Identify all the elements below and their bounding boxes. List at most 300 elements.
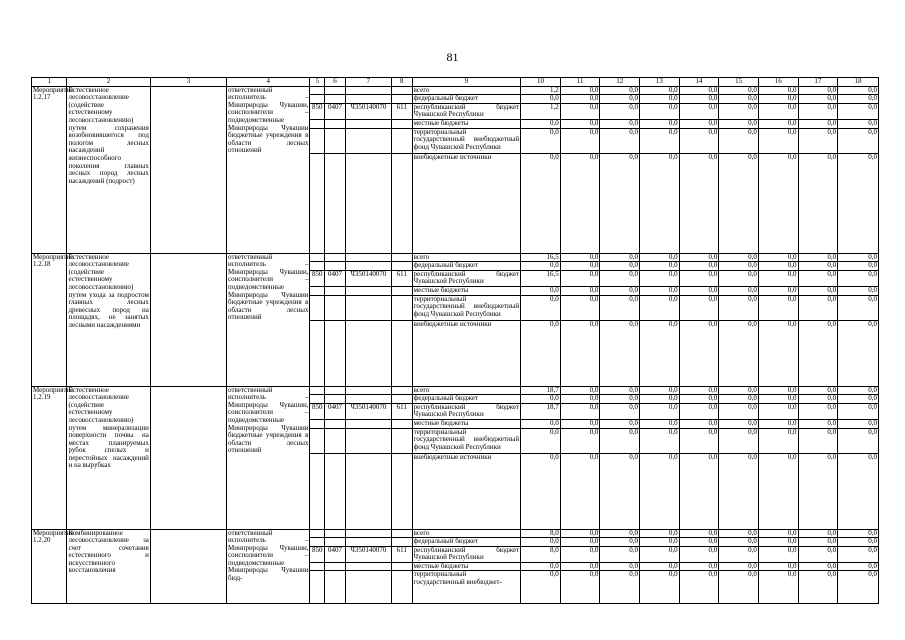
funding-value: 0,0 (838, 262, 879, 271)
funding-value: 0,0 (838, 386, 879, 395)
column-number: 16 (758, 78, 798, 87)
funding-value: 0,0 (640, 320, 680, 386)
funding-value: 0,0 (521, 453, 561, 529)
funding-value: 0,0 (798, 86, 838, 95)
funding-source: республиканский бюджет Чувашской Республики (413, 402, 520, 419)
vr-code: 611 (391, 270, 412, 286)
empty-cell (391, 253, 412, 262)
funding-value: 0,0 (640, 128, 680, 153)
funding-value: 0,0 (640, 562, 680, 571)
funding-value: 0,0 (838, 320, 879, 386)
funding-value: 18,7 (521, 386, 561, 395)
funding-value: 0,0 (560, 86, 600, 95)
funding-value: 0,0 (640, 453, 680, 529)
funding-value: 0,0 (798, 529, 838, 538)
empty-cell (325, 286, 346, 295)
funding-value: 0,0 (600, 295, 640, 320)
funding-source: всего (412, 253, 520, 262)
funding-value: 0,0 (679, 546, 719, 562)
empty-cell (310, 529, 325, 538)
empty-cell (310, 295, 325, 320)
funding-value: 0,0 (758, 562, 798, 571)
funding-source: территориальный государственный внебюджетный фонд Чувашской Республики (412, 428, 520, 453)
funding-value: 0,0 (560, 403, 600, 419)
empty-cell (345, 453, 391, 529)
funding-value: 0,0 (798, 386, 838, 395)
empty-cell (345, 386, 391, 395)
column-number: 14 (679, 78, 719, 87)
column-number: 4 (227, 78, 310, 87)
funding-value: 16,5 (521, 253, 561, 262)
funding-value: 0,0 (521, 571, 561, 604)
funding-value: 0,0 (640, 86, 680, 95)
empty-cell (345, 538, 391, 547)
empty-cell (325, 262, 346, 271)
funding-value: 0,0 (521, 286, 561, 295)
funding-value: 0,0 (719, 153, 759, 253)
vr-code: 611 (391, 403, 412, 419)
column-number: 10 (521, 78, 561, 87)
csr-code: Ч350140070 (345, 403, 391, 419)
funding-value: 0,0 (838, 295, 879, 320)
funding-value: 0,0 (600, 103, 640, 119)
empty-cell (345, 86, 391, 95)
funding-value: 0,0 (798, 538, 838, 547)
empty-cell (391, 453, 412, 529)
funding-value: 0,0 (758, 270, 798, 286)
funding-value: 0,0 (758, 286, 798, 295)
grbs-code: 850 (310, 270, 325, 286)
funding-value: 0,0 (560, 562, 600, 571)
empty-cell (345, 153, 391, 253)
empty-cell (310, 119, 325, 128)
empty-cell (325, 253, 346, 262)
funding-value: 0,0 (798, 546, 838, 562)
funding-value: 0,0 (719, 253, 759, 262)
funding-value: 0,0 (679, 403, 719, 419)
empty-cell (345, 428, 391, 453)
measure-executor: ответственный исполнитель – Минприроды Чувашии, соисполнители – подведомственные Минприроды Чувашии бюд- (227, 529, 310, 604)
funding-value: 0,0 (838, 562, 879, 571)
funding-value: 0,0 (838, 403, 879, 419)
empty-cell (345, 562, 391, 571)
funding-value: 0,0 (758, 403, 798, 419)
funding-value: 0,0 (600, 262, 640, 271)
funding-value: 0,0 (640, 119, 680, 128)
funding-value: 1,2 (521, 86, 561, 95)
empty-cell (391, 562, 412, 571)
funding-value: 0,0 (560, 95, 600, 104)
funding-value: 0,0 (719, 538, 759, 547)
funding-value: 0,0 (679, 153, 719, 253)
empty-cell (345, 419, 391, 428)
empty-cell (345, 95, 391, 104)
funding-source: местные бюджеты (412, 286, 520, 295)
empty-cell (325, 153, 346, 253)
empty-cell (391, 119, 412, 128)
empty-cell (391, 386, 412, 395)
funding-value: 0,0 (758, 295, 798, 320)
empty-cell (345, 571, 391, 604)
funding-value: 0,0 (640, 270, 680, 286)
funding-source: всего (412, 386, 520, 395)
funding-value: 0,0 (719, 529, 759, 538)
column-number: 6 (325, 78, 346, 87)
funding-value: 0,0 (758, 86, 798, 95)
funding-value: 0,0 (600, 571, 640, 604)
funding-value: 0,0 (600, 562, 640, 571)
funding-value: 0,0 (600, 320, 640, 386)
funding-value: 0,0 (640, 95, 680, 104)
funding-value: 0,0 (640, 395, 680, 404)
empty-cell (325, 295, 346, 320)
funding-value: 0,0 (521, 95, 561, 104)
funding-value: 0,0 (560, 286, 600, 295)
funding-value: 0,0 (640, 419, 680, 428)
funding-value: 0,0 (600, 395, 640, 404)
funding-value: 0,0 (521, 538, 561, 547)
column-number: 17 (798, 78, 838, 87)
funding-value: 0,0 (679, 103, 719, 119)
column-number: 3 (150, 78, 226, 87)
funding-value: 0,0 (838, 153, 879, 253)
funding-value: 0,0 (758, 253, 798, 262)
rz-code: 0407 (325, 270, 346, 286)
funding-value: 0,0 (719, 103, 759, 119)
funding-value: 0,0 (758, 453, 798, 529)
empty-cell (310, 571, 325, 604)
empty-cell (310, 286, 325, 295)
funding-value: 0,0 (600, 546, 640, 562)
funding-value: 0,0 (758, 529, 798, 538)
empty-cell (325, 571, 346, 604)
funding-value: 0,0 (719, 562, 759, 571)
funding-value: 0,0 (719, 571, 759, 604)
empty-cell (345, 253, 391, 262)
empty-cell (325, 538, 346, 547)
funding-value: 0,0 (600, 128, 640, 153)
empty-cell (310, 538, 325, 547)
funding-value: 0,0 (838, 419, 879, 428)
vr-code: 611 (391, 103, 412, 119)
funding-value: 0,0 (600, 453, 640, 529)
funding-value: 0,0 (640, 428, 680, 453)
measure-executor: ответственный исполнитель – Минприроды Чувашии, соисполнители – подведомственные Минприроды Чувашии бюджетные учреждения в области лесных отношений (227, 86, 310, 253)
empty-cell (325, 428, 346, 453)
funding-value: 0,0 (719, 262, 759, 271)
funding-value: 0,0 (521, 128, 561, 153)
funding-value: 0,0 (560, 538, 600, 547)
empty-cell (345, 295, 391, 320)
funding-value: 0,0 (600, 286, 640, 295)
funding-value: 0,0 (838, 286, 879, 295)
funding-value: 0,0 (758, 103, 798, 119)
empty-cell (325, 395, 346, 404)
funding-value: 0,0 (679, 253, 719, 262)
column-number: 2 (67, 78, 150, 87)
funding-source: федеральный бюджет (412, 395, 520, 404)
grbs-code: 850 (310, 546, 325, 562)
funding-source: республиканский бюджет Чувашской Республики (413, 545, 520, 562)
funding-value: 0,0 (679, 538, 719, 547)
column-number: 12 (600, 78, 640, 87)
funding-value: 0,0 (640, 153, 680, 253)
funding-value: 0,0 (600, 529, 640, 538)
funding-value: 0,0 (838, 103, 879, 119)
empty-cell (310, 428, 325, 453)
funding-source: внебюджетные источники (412, 453, 520, 529)
funding-value: 0,0 (758, 546, 798, 562)
measure-executor: ответственный исполнитель – Минприроды Чувашии, соисполнители – подведомственные Минприроды Чувашии бюджетные учреждения в области лесных отношений (227, 253, 310, 386)
funding-value: 0,0 (679, 270, 719, 286)
funding-value: 0,0 (679, 571, 719, 604)
empty-cell (391, 571, 412, 604)
empty-cell (150, 86, 226, 253)
funding-value: 0,0 (521, 119, 561, 128)
funding-value: 0,0 (679, 419, 719, 428)
funding-value: 0,0 (600, 270, 640, 286)
funding-value: 0,0 (838, 119, 879, 128)
funding-source: республиканский бюджет Чувашской Республики (413, 269, 520, 286)
funding-value: 0,0 (838, 86, 879, 95)
funding-value: 0,0 (640, 529, 680, 538)
empty-cell (391, 428, 412, 453)
funding-source: федеральный бюджет (412, 538, 520, 547)
funding-value: 0,0 (679, 320, 719, 386)
funding-value: 0,0 (758, 95, 798, 104)
funding-value: 0,0 (838, 428, 879, 453)
empty-cell (310, 262, 325, 271)
funding-value: 0,0 (758, 395, 798, 404)
funding-value: 0,0 (719, 86, 759, 95)
csr-code: Ч350140070 (345, 270, 391, 286)
funding-value: 0,0 (719, 295, 759, 320)
empty-cell (391, 286, 412, 295)
funding-value: 0,0 (719, 119, 759, 128)
funding-value: 0,0 (719, 270, 759, 286)
funding-value: 0,0 (798, 562, 838, 571)
funding-source: территориальный государственный внебюджетный фонд Чувашской Республики (412, 295, 520, 320)
funding-value: 0,0 (600, 95, 640, 104)
funding-value: 0,0 (600, 153, 640, 253)
funding-value: 0,0 (758, 538, 798, 547)
funding-value: 0,0 (679, 128, 719, 153)
grbs-code: 850 (310, 403, 325, 419)
empty-cell (345, 128, 391, 153)
funding-value: 0,0 (838, 253, 879, 262)
funding-value: 0,0 (560, 153, 600, 253)
funding-value: 0,0 (560, 395, 600, 404)
funding-value: 0,0 (758, 428, 798, 453)
funding-value: 0,0 (600, 86, 640, 95)
funding-value: 0,0 (679, 295, 719, 320)
funding-value: 0,0 (719, 95, 759, 104)
funding-value: 0,0 (640, 286, 680, 295)
funding-value: 0,0 (600, 538, 640, 547)
empty-cell (391, 295, 412, 320)
empty-cell (391, 262, 412, 271)
funding-value: 0,0 (521, 320, 561, 386)
funding-value: 0,0 (521, 562, 561, 571)
funding-value: 0,0 (758, 320, 798, 386)
funding-source: всего (412, 86, 520, 95)
funding-value: 0,0 (600, 386, 640, 395)
funding-value: 0,0 (640, 386, 680, 395)
funding-source: территориальный государственный внебюджет- (412, 571, 520, 604)
funding-value: 0,0 (758, 153, 798, 253)
funding-value: 0,0 (521, 428, 561, 453)
empty-cell (325, 95, 346, 104)
column-number: 9 (412, 78, 520, 87)
rz-code: 0407 (325, 103, 346, 119)
empty-cell (310, 453, 325, 529)
page-number: 81 (446, 50, 459, 64)
funding-value: 0,0 (560, 320, 600, 386)
measure-name: Естественное лесовосстановление (содействие естественному лесовосстановлению) путем ухода за подростом главных лесных древесных пород на площадях, не занятых лесными насаждениями (67, 253, 150, 386)
funding-value: 0,0 (719, 286, 759, 295)
empty-cell (310, 395, 325, 404)
funding-source: территориальный государственный внебюджетный фонд Чувашской Республики (412, 128, 520, 153)
funding-value: 0,0 (600, 419, 640, 428)
funding-value: 0,0 (838, 453, 879, 529)
funding-value: 0,0 (600, 403, 640, 419)
funding-value: 0,0 (640, 538, 680, 547)
funding-value: 0,0 (679, 95, 719, 104)
funding-value: 0,0 (838, 546, 879, 562)
empty-cell (325, 453, 346, 529)
funding-value: 0,0 (758, 262, 798, 271)
empty-cell (345, 262, 391, 271)
funding-value: 0,0 (798, 103, 838, 119)
funding-value: 0,0 (521, 419, 561, 428)
measure-name: Комбинированное лесовосстановление за счет сочетания естественного и искусственного восстановления (67, 529, 150, 604)
funding-value: 0,0 (679, 286, 719, 295)
funding-value: 0,0 (521, 295, 561, 320)
funding-value: 16,5 (521, 270, 561, 286)
empty-cell (391, 395, 412, 404)
funding-value: 0,0 (640, 546, 680, 562)
empty-cell (310, 386, 325, 395)
empty-cell (345, 395, 391, 404)
funding-value: 0,0 (640, 403, 680, 419)
funding-source: федеральный бюджет (412, 95, 520, 104)
grbs-code: 850 (310, 103, 325, 119)
funding-value: 18,7 (521, 403, 561, 419)
funding-value: 8,0 (521, 529, 561, 538)
empty-cell (391, 86, 412, 95)
funding-value: 0,0 (679, 529, 719, 538)
empty-cell (325, 562, 346, 571)
measure-name: Естественное лесовосстановление (содействие естественному лесовосстановлению) путем сохранения возобновившегося под пологом лесных насаждений жизнеспособного поколения главных лесных пород лесных насаждений (подрост) (67, 86, 150, 253)
funding-value: 0,0 (798, 295, 838, 320)
funding-value: 0,0 (798, 453, 838, 529)
empty-cell (150, 529, 226, 604)
empty-cell (325, 419, 346, 428)
measure-id: Мероприятие 1.2.18 (32, 253, 67, 386)
funding-value: 0,0 (798, 428, 838, 453)
column-number: 18 (838, 78, 879, 87)
funding-source: всего (412, 529, 520, 538)
funding-value: 0,0 (798, 270, 838, 286)
funding-value: 0,0 (838, 95, 879, 104)
funding-value: 0,0 (798, 395, 838, 404)
funding-value: 0,0 (719, 453, 759, 529)
funding-value: 0,0 (719, 403, 759, 419)
empty-cell (345, 320, 391, 386)
empty-cell (345, 286, 391, 295)
funding-source: внебюджетные источники (412, 320, 520, 386)
funding-value: 0,0 (640, 295, 680, 320)
measure-executor: ответственный исполнитель – Минприроды Чувашии, соисполнители – подведомственные Минприроды Чувашии бюджетные учреждения в области лесных отношений (227, 386, 310, 529)
empty-cell (391, 153, 412, 253)
funding-value: 0,0 (798, 253, 838, 262)
empty-cell (345, 529, 391, 538)
funding-value: 0,0 (758, 386, 798, 395)
empty-cell (310, 86, 325, 95)
funding-value: 0,0 (679, 428, 719, 453)
funding-value: 0,0 (838, 270, 879, 286)
funding-value: 0,0 (838, 538, 879, 547)
funding-source: внебюджетные источники (412, 153, 520, 253)
funding-value: 0,0 (560, 571, 600, 604)
funding-value: 0,0 (798, 153, 838, 253)
funding-value: 0,0 (560, 546, 600, 562)
empty-cell (325, 119, 346, 128)
funding-value: 0,0 (679, 453, 719, 529)
empty-cell (325, 86, 346, 95)
funding-value: 0,0 (560, 262, 600, 271)
empty-cell (325, 529, 346, 538)
funding-value: 0,0 (758, 571, 798, 604)
funding-value: 0,0 (679, 395, 719, 404)
empty-cell (310, 253, 325, 262)
funding-value: 0,0 (560, 529, 600, 538)
funding-value: 0,0 (798, 286, 838, 295)
funding-value: 0,0 (758, 119, 798, 128)
empty-cell (310, 128, 325, 153)
empty-cell (310, 153, 325, 253)
funding-table (31, 77, 879, 604)
empty-cell (310, 419, 325, 428)
funding-value: 0,0 (560, 453, 600, 529)
funding-value: 0,0 (640, 571, 680, 604)
funding-value: 0,0 (719, 128, 759, 153)
empty-cell (310, 320, 325, 386)
measure-id: Мероприятие 1.2.19 (32, 386, 67, 529)
funding-value: 0,0 (798, 403, 838, 419)
funding-value: 0,0 (838, 128, 879, 153)
empty-cell (325, 386, 346, 395)
funding-value: 0,0 (758, 419, 798, 428)
column-number-row (32, 78, 879, 87)
funding-value: 0,0 (798, 262, 838, 271)
funding-source: местные бюджеты (412, 419, 520, 428)
funding-value: 0,0 (560, 419, 600, 428)
column-number: 7 (345, 78, 391, 87)
funding-value: 0,0 (521, 262, 561, 271)
funding-value: 0,0 (640, 262, 680, 271)
column-number: 11 (560, 78, 600, 87)
column-number: 13 (640, 78, 680, 87)
empty-cell (391, 95, 412, 104)
funding-value: 0,0 (600, 253, 640, 262)
empty-cell (150, 386, 226, 529)
rz-code: 0407 (325, 403, 346, 419)
funding-value: 1,2 (521, 103, 561, 119)
funding-value: 0,0 (560, 295, 600, 320)
empty-cell (325, 320, 346, 386)
funding-value: 0,0 (521, 395, 561, 404)
